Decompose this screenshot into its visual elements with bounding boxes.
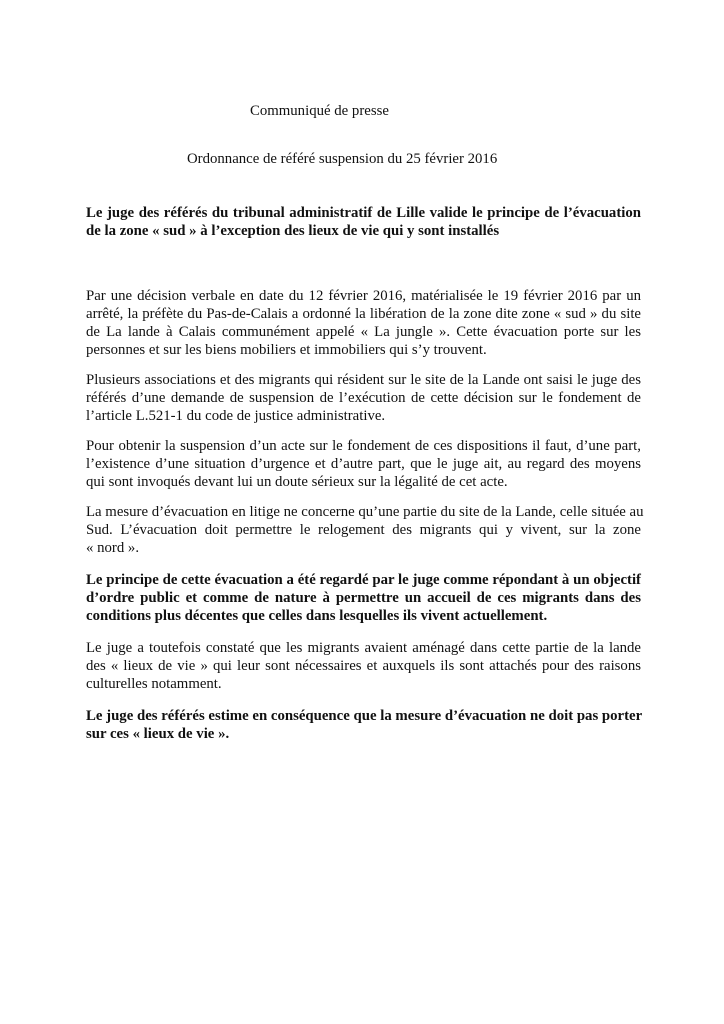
press-release-title: Communiqué de presse	[250, 103, 389, 119]
paragraph-line: culturelles notamment.	[86, 676, 222, 692]
paragraph-associations	[86, 371, 641, 425]
paragraph-line: l’article L.521-1 du code de justice administrative.	[86, 408, 386, 424]
paragraph-line: personnes et sur les biens mobiliers et immobiliers qui s’y trouvent.	[86, 342, 487, 358]
paragraph-decision	[86, 287, 641, 359]
paragraph-line: des « lieux de vie » qui leur sont nécessaires et auxquels ils sont attachés pour des raisons	[86, 658, 641, 674]
paragraph-line: d’ordre public et comme de nature à permettre un accueil de ces migrants dans des	[86, 590, 641, 606]
paragraph-measure	[86, 503, 644, 557]
paragraph-living-places	[86, 639, 641, 693]
paragraph-line: sur ces « lieux de vie ».	[86, 726, 230, 742]
paragraph-conditions	[86, 437, 641, 491]
order-title: Ordonnance de référé suspension du 25 février 2016	[187, 151, 498, 167]
paragraph-line: conditions plus décentes que celles dans lesquelles ils vivent actuellement.	[86, 608, 548, 624]
paragraph-line: référés d’une demande de suspension de l’exécution de cette décision sur le fondement de	[86, 390, 641, 406]
paragraph-line: Par une décision verbale en date du 12 février 2016, matérialisée le 19 février 2016 par un	[86, 288, 641, 304]
paragraph-line: qui sont invoqués devant lui un doute sérieux sur la légalité de cet acte.	[86, 474, 508, 490]
paragraph-line: Pour obtenir la suspension d’un acte sur le fondement de ces dispositions il faut, d’une part,	[86, 438, 641, 454]
paragraph-line: Le juge des référés estime en conséquence que la mesure d’évacuation ne doit pas porter	[86, 708, 643, 724]
paragraph-line: La mesure d’évacuation en litige ne concerne qu’une partie du site de la Lande, celle située au	[86, 504, 644, 520]
paragraph-line: Sud. L’évacuation doit permettre le relogement des migrants qui y vivent, sur la zone	[86, 522, 641, 538]
headline-line: Le juge des référés du tribunal administratif de Lille valide le principe de l’évacuation	[86, 205, 641, 221]
paragraph-line: Le juge a toutefois constaté que les migrants avaient aménagé dans cette partie de la lande	[86, 640, 641, 656]
headline-line: de la zone « sud » à l’exception des lieux de vie qui y sont installés	[86, 223, 500, 239]
paragraph-line: de La lande à Calais communément appelé « La jungle ». Cette évacuation porte sur les	[86, 324, 641, 340]
paragraph-principle	[86, 571, 641, 625]
paragraph-conclusion	[86, 707, 641, 743]
paragraph-line: « nord ».	[86, 540, 140, 556]
headline	[86, 204, 641, 240]
paragraph-line: arrêté, la préfète du Pas-de-Calais a ordonné la libération de la zone dite zone « sud » du site	[86, 306, 641, 322]
paragraph-line: Le principe de cette évacuation a été regardé par le juge comme répondant à un objectif	[86, 572, 641, 588]
paragraph-line: l’existence d’une situation d’urgence et d’autre part, que le juge ait, au regard des moyens	[86, 456, 641, 472]
paragraph-line: Plusieurs associations et des migrants qui résident sur le site de la Lande ont saisi le juge des	[86, 372, 641, 388]
